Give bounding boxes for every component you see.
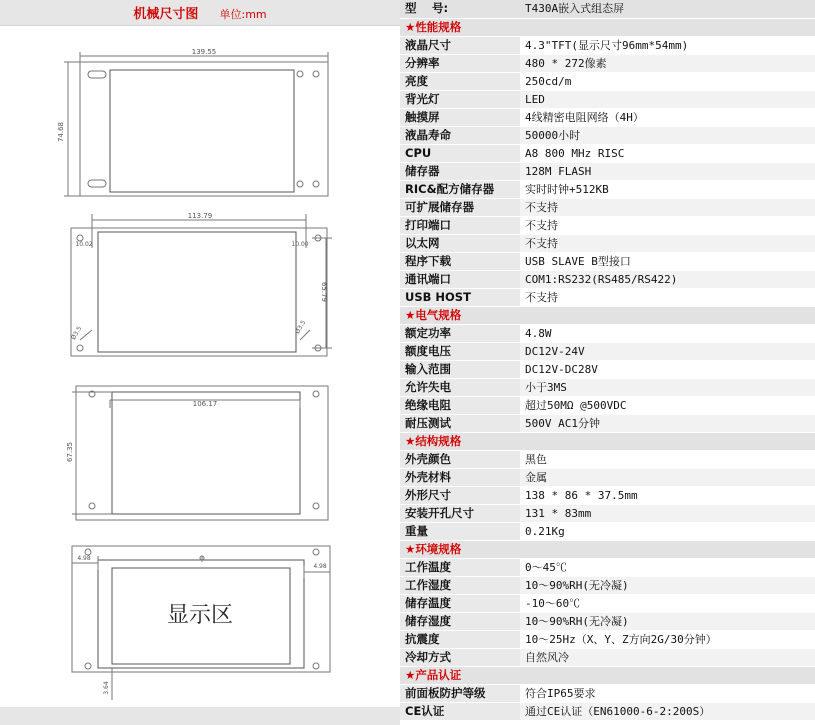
spec-key: 外形尺寸 bbox=[400, 486, 520, 504]
spec-key: 绝缘电阻 bbox=[400, 396, 520, 414]
spec-value: DC12V-DC28V bbox=[520, 360, 815, 378]
spec-key: 程序下载 bbox=[400, 252, 520, 270]
spec-value: A8 800 MHz RISC bbox=[520, 144, 815, 162]
spec-key: 外壳颜色 bbox=[400, 450, 520, 468]
spec-value: 金属 bbox=[520, 468, 815, 486]
spec-value: 不支持 bbox=[520, 198, 815, 216]
spec-value: 小于3MS bbox=[520, 378, 815, 396]
spec-section-label bbox=[400, 306, 520, 324]
spec-value: 250cd/m bbox=[520, 72, 815, 90]
spec-row bbox=[400, 162, 815, 180]
drawing1-width-dim: 139.55 bbox=[191, 48, 217, 56]
spec-key: 安装开孔尺寸 bbox=[400, 504, 520, 522]
spec-row bbox=[400, 90, 815, 108]
star-icon: ★ bbox=[405, 433, 416, 448]
drawing-back-view bbox=[71, 214, 332, 356]
spec-model-row bbox=[400, 0, 815, 18]
drawing2-right-offset: 10.00 bbox=[291, 241, 309, 248]
spec-row bbox=[400, 180, 815, 198]
spec-key: 通讯端口 bbox=[400, 270, 520, 288]
spec-value: 10～90%RH(无冷凝) bbox=[520, 576, 815, 594]
spec-row bbox=[400, 450, 815, 468]
spec-key: 抗震度 bbox=[400, 630, 520, 648]
spec-value: 不支持 bbox=[520, 234, 815, 252]
spec-row bbox=[400, 630, 815, 648]
spec-section-label bbox=[400, 432, 520, 450]
spec-row bbox=[400, 72, 815, 90]
spec-value: 128M FLASH bbox=[520, 162, 815, 180]
spec-value: 4线精密电阻网络（4H） bbox=[520, 108, 815, 126]
spec-value: 实时时钟+512KB bbox=[520, 180, 815, 198]
spec-value bbox=[520, 540, 815, 558]
drawing2-left-offset: 10.02 bbox=[75, 241, 93, 248]
spec-table-panel bbox=[400, 0, 815, 725]
spec-value: 0.21Kg bbox=[520, 522, 815, 540]
spec-value: 10～90%RH(无冷凝) bbox=[520, 612, 815, 630]
spec-key: CE认证 bbox=[400, 702, 520, 720]
spec-key: 前面板防护等级 bbox=[400, 684, 520, 702]
spec-section-text: 性能规格 bbox=[415, 19, 462, 34]
spec-row bbox=[400, 396, 815, 414]
spec-row bbox=[400, 558, 815, 576]
spec-value: 0～45℃ bbox=[520, 558, 815, 576]
spec-key: 额定功率 bbox=[400, 324, 520, 342]
spec-value: 138 * 86 * 37.5mm bbox=[520, 486, 815, 504]
drawing-unit: 单位:mm bbox=[219, 8, 267, 21]
spec-value: 4.3"TFT(显示尺寸96mm*54mm) bbox=[520, 36, 815, 54]
spec-row bbox=[400, 648, 815, 666]
spec-key: 耐压测试 bbox=[400, 414, 520, 432]
spec-row bbox=[400, 594, 815, 612]
spec-key: 重量 bbox=[400, 522, 520, 540]
spec-key: 储存器 bbox=[400, 162, 520, 180]
spec-key: 储存湿度 bbox=[400, 612, 520, 630]
spec-row bbox=[400, 324, 815, 342]
spec-value: 131 * 83mm bbox=[520, 504, 815, 522]
drawing2-height-dim: 65.79 bbox=[320, 281, 328, 303]
spec-value: T430A嵌入式组态屏 bbox=[520, 0, 815, 18]
spec-section-text: 电气规格 bbox=[415, 307, 462, 322]
spec-key: 背光灯 bbox=[400, 90, 520, 108]
spec-section-text: 环境规格 bbox=[415, 541, 462, 556]
spec-value: 符合IP65要求 bbox=[520, 684, 815, 702]
spec-key: 打印端口 bbox=[400, 216, 520, 234]
spec-key: 以太网 bbox=[400, 234, 520, 252]
display-area-label: 显示区 bbox=[166, 603, 234, 628]
spec-value: -10～60℃ bbox=[520, 594, 815, 612]
spec-value: LED bbox=[520, 90, 815, 108]
spec-row bbox=[400, 126, 815, 144]
spec-section-text: 产品认证 bbox=[415, 667, 462, 682]
spec-key: 储存温度 bbox=[400, 594, 520, 612]
spec-value bbox=[520, 306, 815, 324]
spec-key: 输入范围 bbox=[400, 360, 520, 378]
spec-row bbox=[400, 468, 815, 486]
spec-value: 10～25Hz（X、Y、Z方向2G/30分钟） bbox=[520, 630, 815, 648]
spec-section-header bbox=[400, 666, 815, 684]
spec-key: USB HOST bbox=[400, 288, 520, 306]
spec-row bbox=[400, 198, 815, 216]
star-icon: ★ bbox=[405, 307, 416, 322]
drawing1-height-dim: 74.68 bbox=[57, 121, 65, 143]
spec-row bbox=[400, 54, 815, 72]
spec-section-header bbox=[400, 432, 815, 450]
spec-value: USB SLAVE B型接口 bbox=[520, 252, 815, 270]
spec-key: 可扩展储存器 bbox=[400, 198, 520, 216]
spec-value: 黑色 bbox=[520, 450, 815, 468]
spec-value: 480 * 272像素 bbox=[520, 54, 815, 72]
drawing4-left-dim: 4.98 bbox=[77, 555, 91, 562]
spec-key: 液晶寿命 bbox=[400, 126, 520, 144]
mechanical-drawing-panel bbox=[0, 0, 400, 725]
spec-row bbox=[400, 234, 815, 252]
spec-section-label bbox=[400, 18, 520, 36]
spec-row bbox=[400, 522, 815, 540]
spec-value: 超过50MΩ @500VDC bbox=[520, 396, 815, 414]
spec-row bbox=[400, 684, 815, 702]
drawing3-width-dim: 106.17 bbox=[192, 400, 218, 408]
spec-section-text: 结构规格 bbox=[415, 433, 462, 448]
drawing3-height-dim: 67.35 bbox=[66, 441, 74, 463]
spec-value: 不支持 bbox=[520, 288, 815, 306]
spec-row bbox=[400, 576, 815, 594]
spec-section-header bbox=[400, 18, 815, 36]
spec-row bbox=[400, 288, 815, 306]
spec-value: 50000小时 bbox=[520, 126, 815, 144]
star-icon: ★ bbox=[405, 667, 416, 682]
spec-key: 外壳材料 bbox=[400, 468, 520, 486]
spec-value: 自然风冷 bbox=[520, 648, 815, 666]
drawing2-width-dim: 113.79 bbox=[187, 212, 213, 220]
drawings-svg bbox=[0, 0, 400, 725]
spec-value: 通过CE认证（EN61000-6-2:200S） bbox=[520, 702, 815, 720]
star-icon: ★ bbox=[405, 19, 416, 34]
drawing4-right-dim: 4.98 bbox=[313, 563, 327, 570]
spec-value: 500V AC1分钟 bbox=[520, 414, 815, 432]
spec-key: 工作温度 bbox=[400, 558, 520, 576]
spec-key: 触摸屏 bbox=[400, 108, 520, 126]
spec-row bbox=[400, 108, 815, 126]
spec-key: RIC&配方储存器 bbox=[400, 180, 520, 198]
spec-row bbox=[400, 144, 815, 162]
spec-section-header bbox=[400, 306, 815, 324]
spec-row bbox=[400, 270, 815, 288]
spec-row bbox=[400, 702, 815, 720]
spec-value bbox=[520, 18, 815, 36]
drawing2-hole-left: Ø3.5 bbox=[70, 325, 84, 342]
spec-row bbox=[400, 378, 815, 396]
spec-value: COM1:RS232(RS485/RS422) bbox=[520, 270, 815, 288]
drawing-panel-footer bbox=[0, 707, 400, 725]
spec-row bbox=[400, 486, 815, 504]
spec-row bbox=[400, 360, 815, 378]
drawing-title: 机械尺寸图 bbox=[133, 7, 199, 22]
spec-section-label bbox=[400, 666, 520, 684]
spec-row bbox=[400, 414, 815, 432]
spec-row bbox=[400, 504, 815, 522]
spec-value bbox=[520, 666, 815, 684]
drawing2-hole-right: Ø3.5 bbox=[294, 319, 308, 336]
spec-row bbox=[400, 612, 815, 630]
spec-table bbox=[400, 0, 815, 721]
spec-value: 4.8W bbox=[520, 324, 815, 342]
drawing4-bottom-dim: 3.64 bbox=[103, 681, 110, 695]
spec-key: 冷却方式 bbox=[400, 648, 520, 666]
spec-row bbox=[400, 252, 815, 270]
spec-key: 型 号: bbox=[400, 0, 520, 18]
spec-row bbox=[400, 36, 815, 54]
spec-row bbox=[400, 216, 815, 234]
spec-section-header bbox=[400, 540, 815, 558]
spec-key: CPU bbox=[400, 144, 520, 162]
star-icon: ★ bbox=[405, 541, 416, 556]
spec-key: 分辨率 bbox=[400, 54, 520, 72]
drawing-front-view bbox=[64, 52, 328, 196]
spec-key: 允许失电 bbox=[400, 378, 520, 396]
spec-key: 工作湿度 bbox=[400, 576, 520, 594]
spec-key: 额度电压 bbox=[400, 342, 520, 360]
spec-value bbox=[520, 432, 815, 450]
spec-key: 液晶尺寸 bbox=[400, 36, 520, 54]
spec-value: 不支持 bbox=[520, 216, 815, 234]
spec-key: 亮度 bbox=[400, 72, 520, 90]
spec-row bbox=[400, 342, 815, 360]
spec-section-label bbox=[400, 540, 520, 558]
spec-value: DC12V-24V bbox=[520, 342, 815, 360]
